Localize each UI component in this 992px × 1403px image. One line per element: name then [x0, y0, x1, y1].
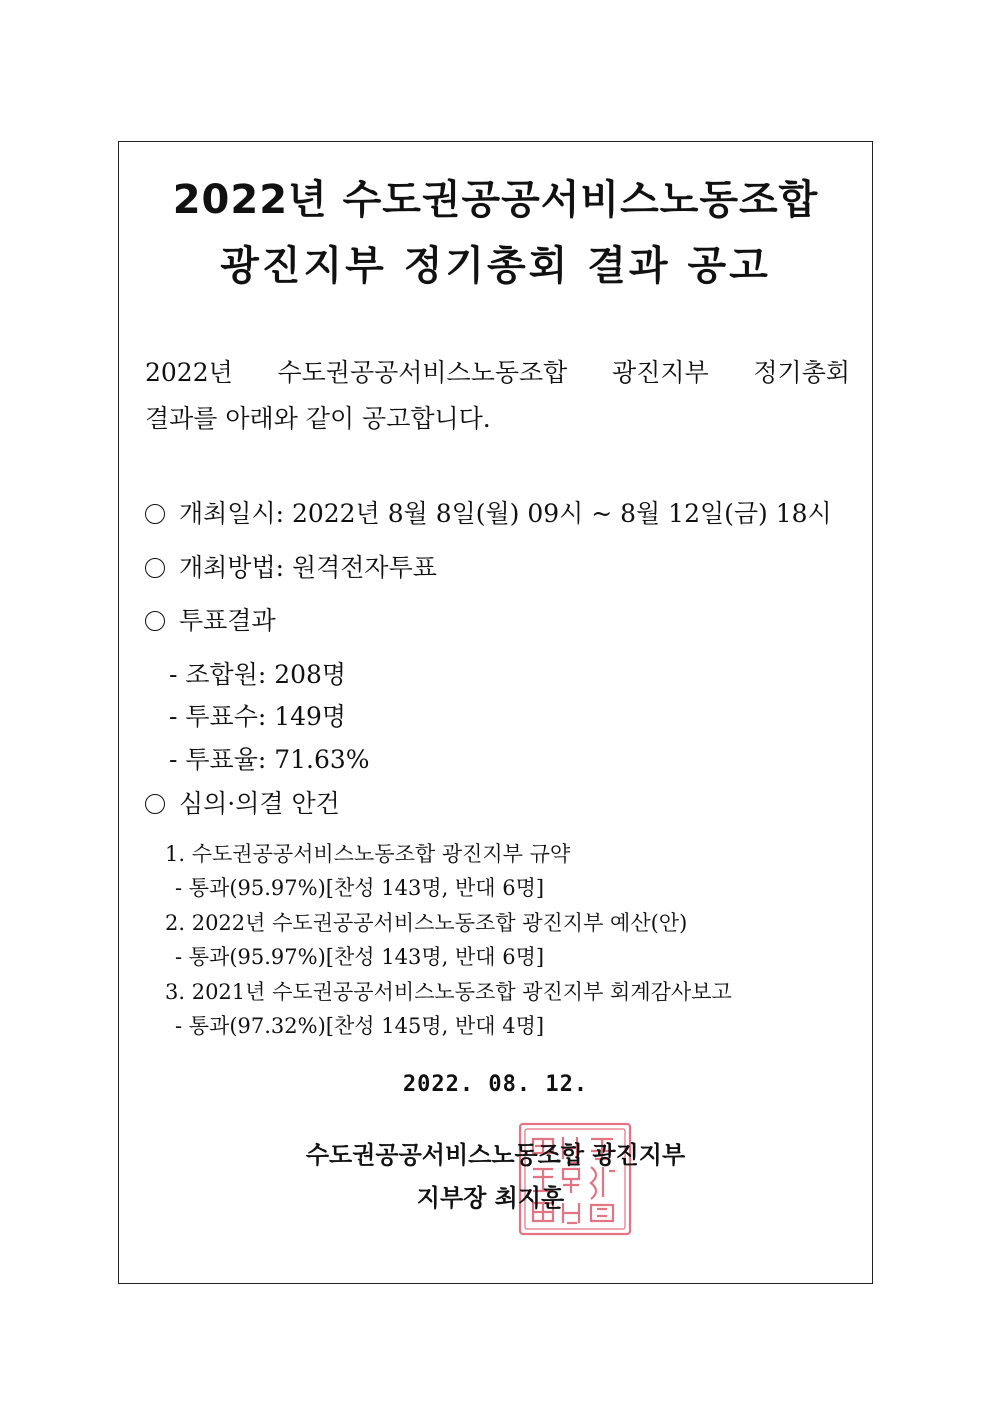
vote-result-turnout: - 투표율: 71.63% [169, 745, 370, 774]
agenda-item-3-title: 3. 2021년 수도권공공서비스노동조합 광진지부 회계감사보고 [165, 980, 732, 1004]
vote-result-heading [145, 601, 276, 637]
intro-paragraph [145, 350, 850, 442]
agenda-item-2-result: - 통과(95.97%)[찬성 143명, 반대 6명] [175, 945, 545, 969]
circle-bullet-icon [145, 558, 165, 578]
signer-name: 지부장 최지훈 [416, 1184, 565, 1212]
agenda-item-1-result: - 통과(95.97%)[찬성 143명, 반대 6명] [175, 876, 545, 900]
agenda-item-1-title: 1. 수도권공공서비스노동조합 광진지부 규약 [165, 842, 571, 866]
meeting-date-text: 개최일시: 2022년 8월 8일(월) 09시 ~ 8월 12일(금) 18시 [179, 499, 832, 528]
organization-name: 수도권공공서비스노동조합 광진지부 [305, 1141, 686, 1169]
circle-bullet-icon [145, 611, 165, 631]
circle-bullet-icon [145, 794, 165, 814]
vote-result-members: - 조합원: 208명 [169, 660, 347, 689]
meeting-method-text: 개최방법: 원격전자투표 [179, 553, 437, 582]
notice-date: 2022. 08. 12. [402, 1072, 589, 1097]
agenda-heading-text: 심의·의결 안건 [179, 789, 340, 818]
meeting-method-item [145, 548, 437, 584]
notice-title-line2: 광진지부 정기총회 결과 공고 [220, 243, 771, 289]
vote-result-votes: - 투표수: 149명 [169, 702, 347, 731]
agenda-item-3-result: - 통과(97.32%)[찬성 145명, 반대 4명] [175, 1014, 545, 1038]
notice-title-line1: 2022년 수도권공공서비스노동조합 [172, 177, 819, 223]
circle-bullet-icon [145, 504, 165, 524]
agenda-heading [145, 784, 340, 820]
notice-frame [118, 141, 873, 1284]
agenda-item-2-title: 2. 2022년 수도권공공서비스노동조합 광진지부 예산(안) [165, 911, 688, 935]
vote-result-heading-text: 투표결과 [179, 606, 276, 635]
intro-line1: 2022년 수도권공공서비스노동조합 광진지부 정기총회 [145, 358, 850, 387]
intro-line2: 결과를 아래와 같이 공고합니다. [145, 404, 491, 433]
meeting-date-item [145, 494, 832, 530]
